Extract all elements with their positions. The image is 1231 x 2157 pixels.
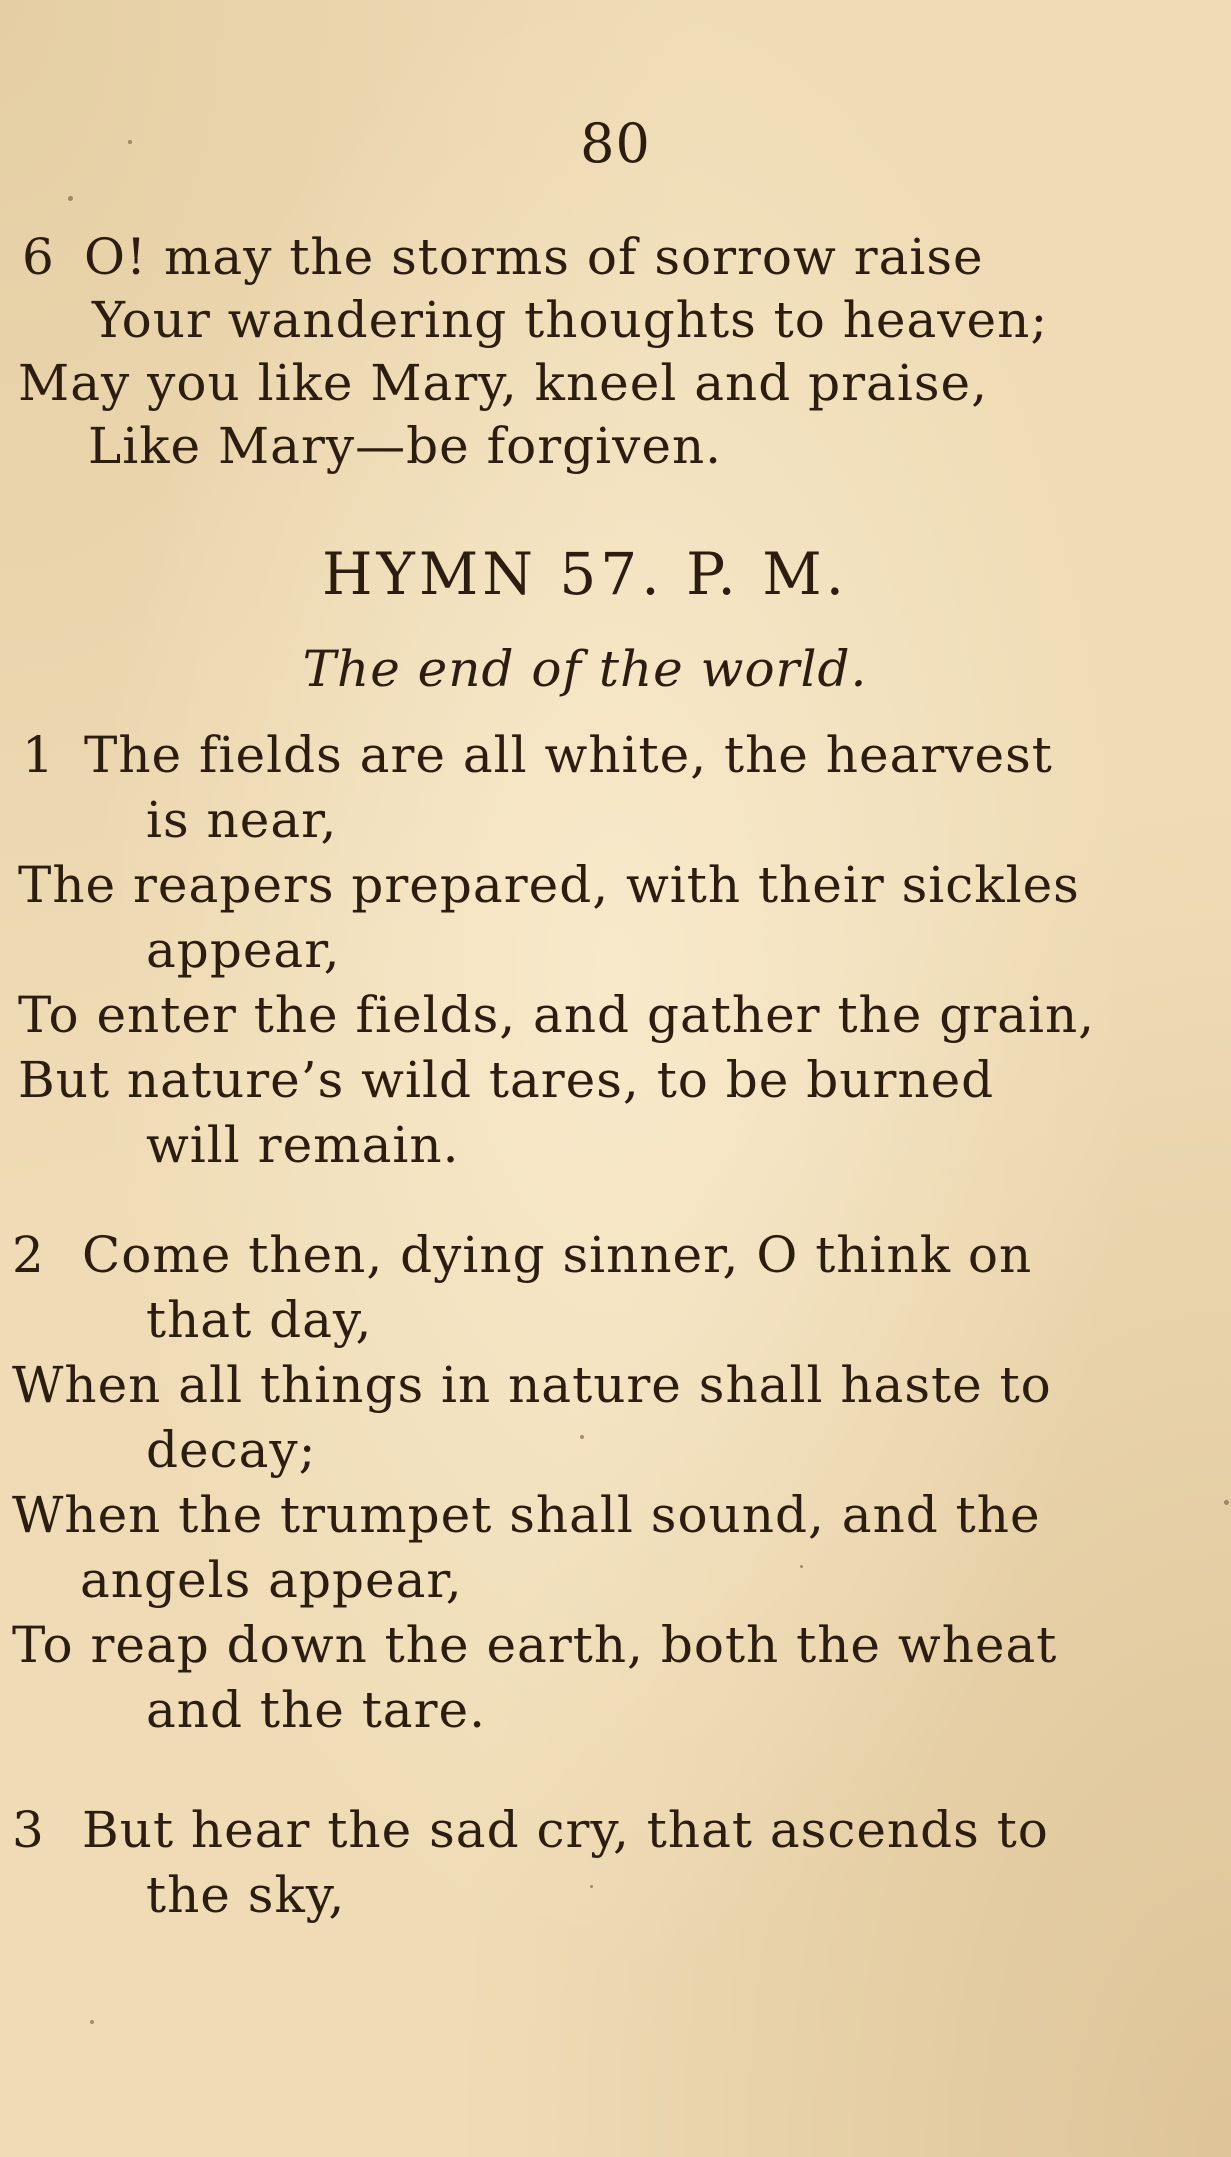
paper-speck [90, 2020, 94, 2024]
stanza-2-line-6: angels appear, [80, 1551, 463, 1609]
stanza-1-line-6: But nature’s wild tares, to be burned [18, 1051, 995, 1109]
stanza-number: 6 [22, 228, 55, 286]
stanza-1-line-7: will remain. [146, 1116, 460, 1174]
stanza-1-line-1 [22, 726, 1053, 784]
stanza-1-line-5: To enter the fields, and gather the grain, [18, 986, 1096, 1044]
stanza-3-line-1 [12, 1801, 1049, 1859]
stanza-1-line-4: appear, [146, 921, 341, 979]
hymn-title: HYMN 57. P. M. [321, 540, 849, 608]
paper-speck [590, 1885, 593, 1888]
hymn-subtitle: The end of the world. [302, 640, 868, 698]
stanza-2-line-7: To reap down the earth, both the wheat [12, 1616, 1058, 1674]
stanza-line-text: Come then, dying sinner, O think on [82, 1226, 1033, 1284]
paper-speck [68, 196, 73, 201]
stanza-2-line-1 [12, 1226, 1033, 1284]
stanza-6-line-2: Your wandering thoughts to heaven; [92, 291, 1049, 349]
stanza-line-text: O! may the storms of sorrow raise [84, 228, 984, 286]
page-number: 80 [580, 112, 651, 175]
stanza-number: 2 [12, 1226, 45, 1284]
stanza-2-line-2: that day, [146, 1291, 373, 1349]
paper-speck [580, 1435, 584, 1439]
stanza-line-text: The fields are all white, the hearvest [84, 726, 1053, 784]
stanza-2-line-8: and the tare. [146, 1681, 486, 1739]
stanza-1-line-2: is near, [146, 791, 338, 849]
stanza-1-line-3: The reapers prepared, with their sickles [18, 856, 1080, 914]
stanza-6-line-3: May you like Mary, kneel and praise, [18, 354, 988, 412]
stanza-2-line-5: When the trumpet shall sound, and the [12, 1486, 1041, 1544]
stanza-line-text: But hear the sad cry, that ascends to [82, 1801, 1049, 1859]
paper-speck [800, 1565, 803, 1568]
stanza-number: 1 [22, 726, 55, 784]
stanza-6-line-1 [22, 228, 984, 286]
stanza-2-line-3: When all things in nature shall haste to [12, 1356, 1052, 1414]
stanza-2-line-4: decay; [146, 1421, 317, 1479]
stanza-3-line-2: the sky, [146, 1866, 346, 1924]
paper-speck [1224, 1500, 1229, 1505]
paper-speck [128, 140, 132, 144]
stanza-6-line-4: Like Mary—be forgiven. [88, 417, 723, 475]
stanza-number: 3 [12, 1801, 45, 1859]
